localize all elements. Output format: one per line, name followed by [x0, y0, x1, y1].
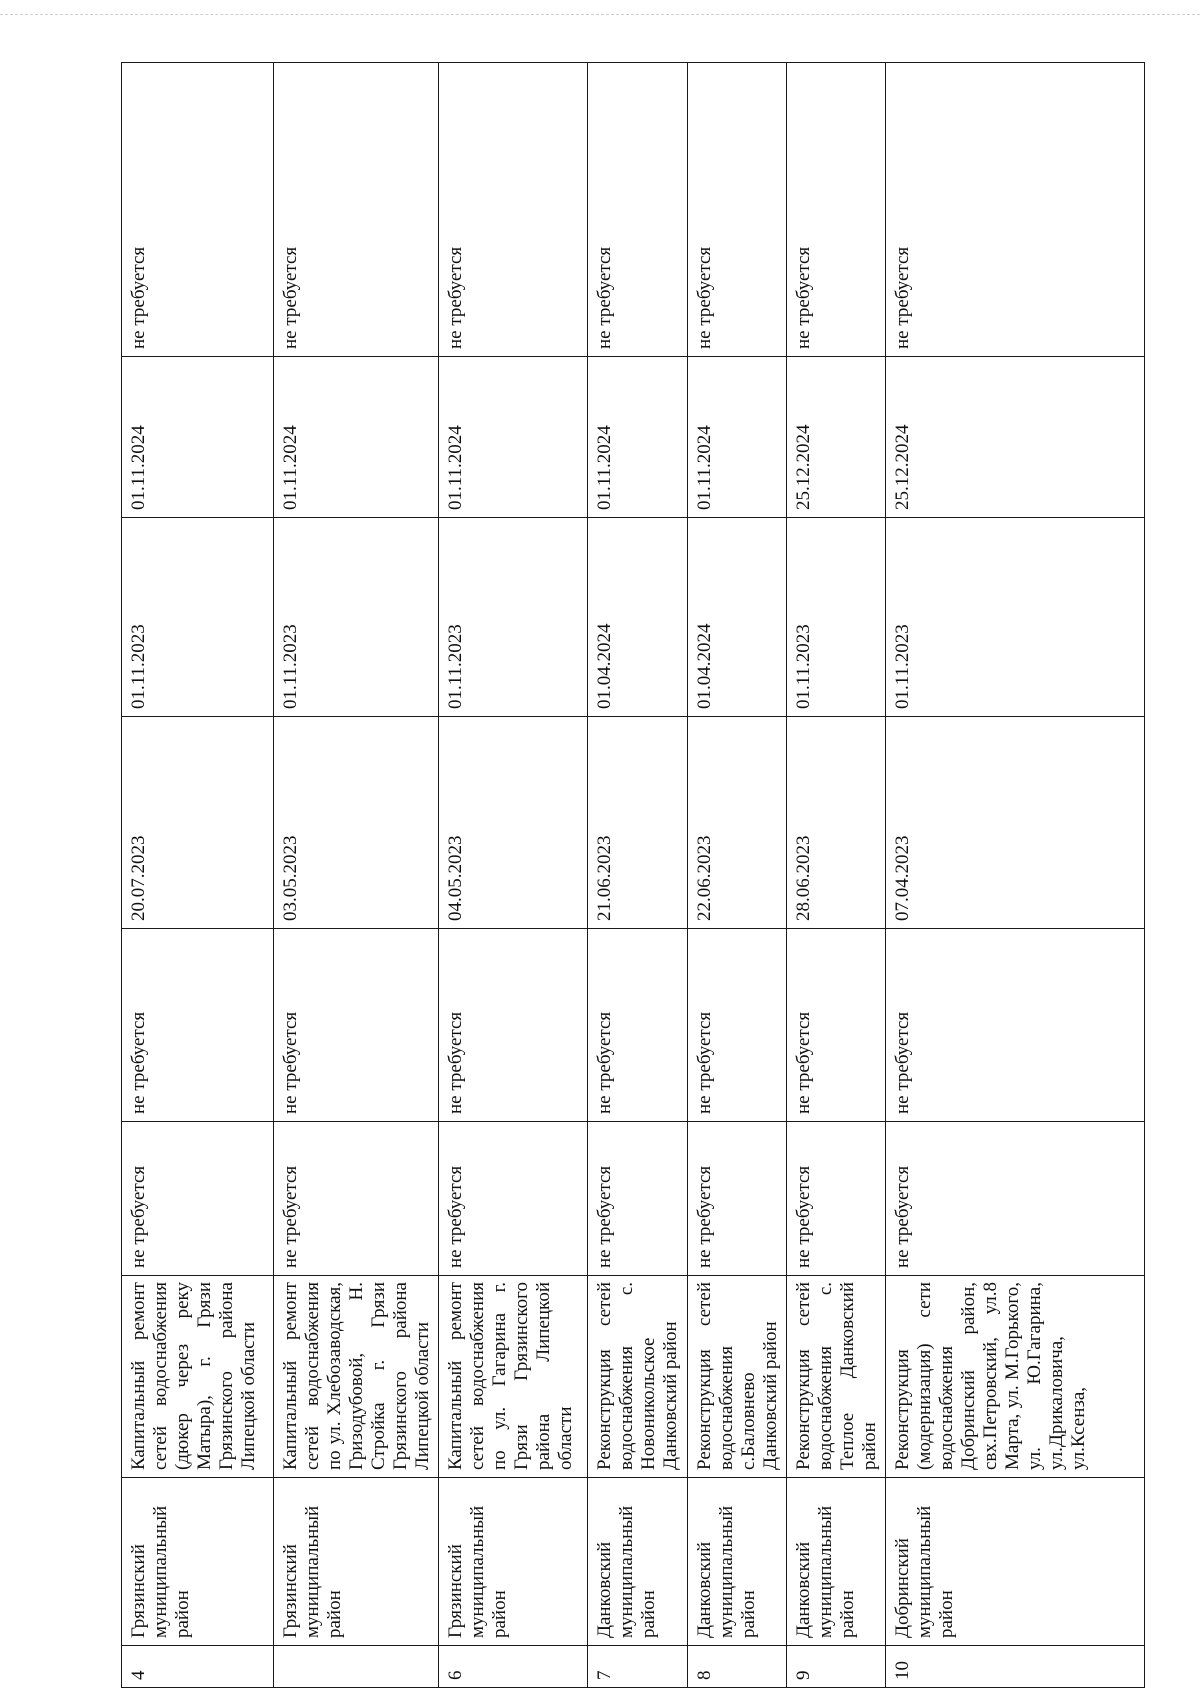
row-number: 6 — [439, 1646, 588, 1688]
page-top-divider — [0, 14, 1200, 15]
status-cell: не требуется — [122, 63, 274, 357]
row-number: 9 — [787, 1646, 886, 1688]
date-cell: 01.11.2024 — [439, 357, 588, 518]
status-cell: не требуется — [588, 63, 688, 357]
date-cell: 01.11.2024 — [274, 357, 439, 518]
district-cell: Грязинский муниципальный район — [274, 1478, 439, 1646]
rotated-page-content — [121, 63, 1127, 1688]
date-cell: 21.06.2023 — [588, 717, 688, 929]
table-row — [122, 63, 274, 1688]
description-cell: Капитальный ремонт сетей водоснабжения по ул. Гагарина г. Грязи Грязинского района Липецкой области — [439, 1276, 588, 1478]
status-cell: не требуется — [122, 1122, 274, 1276]
description-cell: Капитальный ремонт сетей водоснабжения (дюкер через реку Матыра), г. Грязи Грязинского района Липецкой области — [122, 1276, 274, 1478]
description-cell: Реконструкция сетей водоснабжения с. Новоникольское Данковский район — [588, 1276, 688, 1478]
table-row — [886, 63, 1145, 1688]
row-number: 7 — [588, 1646, 688, 1688]
status-cell: не требуется — [439, 63, 588, 357]
district-cell: Грязинский муниципальный район — [439, 1478, 588, 1646]
date-cell: 28.06.2023 — [787, 717, 886, 929]
date-cell: 22.06.2023 — [688, 717, 787, 929]
district-cell: Данковский муниципальный район — [688, 1478, 787, 1646]
date-cell: 07.04.2023 — [886, 717, 1145, 929]
table-row — [588, 63, 688, 1688]
date-cell: 25.12.2024 — [787, 357, 886, 518]
status-cell: не требуется — [274, 1122, 439, 1276]
district-cell: Данковский муниципальный район — [787, 1478, 886, 1646]
date-cell: 01.11.2024 — [122, 357, 274, 518]
date-cell: 01.11.2023 — [886, 518, 1145, 717]
status-cell: не требуется — [787, 63, 886, 357]
date-cell: 01.11.2023 — [787, 518, 886, 717]
status-cell: не требуется — [787, 1122, 886, 1276]
row-number: 8 — [688, 1646, 787, 1688]
table-row — [787, 63, 886, 1688]
date-cell: 01.11.2023 — [439, 518, 588, 717]
status-cell: не требуется — [688, 63, 787, 357]
status-cell: не требуется — [787, 929, 886, 1122]
status-cell: не требуется — [588, 1122, 688, 1276]
date-cell: 20.07.2023 — [122, 717, 274, 929]
date-cell: 01.11.2023 — [122, 518, 274, 717]
description-cell: Реконструкция сетей водоснабжения с.Баловнево Данковский район — [688, 1276, 787, 1478]
date-cell: 01.04.2024 — [688, 518, 787, 717]
status-cell: не требуется — [886, 929, 1145, 1122]
date-cell: 03.05.2023 — [274, 717, 439, 929]
date-cell: 01.11.2023 — [274, 518, 439, 717]
status-cell: не требуется — [274, 929, 439, 1122]
row-number: 4 — [122, 1646, 274, 1688]
status-cell: не требуется — [688, 1122, 787, 1276]
table-row — [688, 63, 787, 1688]
table-row — [274, 63, 439, 1688]
status-cell: не требуется — [274, 63, 439, 357]
status-cell: не требуется — [588, 929, 688, 1122]
description-cell: Реконструкция сетей водоснабжения с. Теплое Данковский район — [787, 1276, 886, 1478]
district-cell: Грязинский муниципальный район — [122, 1478, 274, 1646]
status-cell: не требуется — [886, 1122, 1145, 1276]
district-cell: Данковский муниципальный район — [588, 1478, 688, 1646]
date-cell: 25.12.2024 — [886, 357, 1145, 518]
projects-table — [121, 62, 1145, 1688]
status-cell: не требуется — [122, 929, 274, 1122]
status-cell: не требуется — [886, 63, 1145, 357]
district-cell: Добринский муниципальный район — [886, 1478, 1145, 1646]
date-cell: 01.11.2024 — [688, 357, 787, 518]
description-cell: Реконструкция (модернизация) сети водоснабжения Добринский район, свх.Петровский, ул.8 Марта, ул. М.Горького, ул. Ю.Гагарина, ул.Дрикаловича, ул.Ксенза, — [886, 1276, 1145, 1478]
status-cell: не требуется — [439, 1122, 588, 1276]
description-cell: Капитальный ремонт сетей водоснабжения по ул. Хлебозаводская, Гризодубовой, Н. Стройка г. Грязи Грязинского района Липецкой области — [274, 1276, 439, 1478]
row-number — [274, 1646, 439, 1688]
status-cell: не требуется — [688, 929, 787, 1122]
date-cell: 04.05.2023 — [439, 717, 588, 929]
date-cell: 01.04.2024 — [588, 518, 688, 717]
status-cell: не требуется — [439, 929, 588, 1122]
row-number: 10 — [886, 1646, 1145, 1688]
table-row — [439, 63, 588, 1688]
date-cell: 01.11.2024 — [588, 357, 688, 518]
